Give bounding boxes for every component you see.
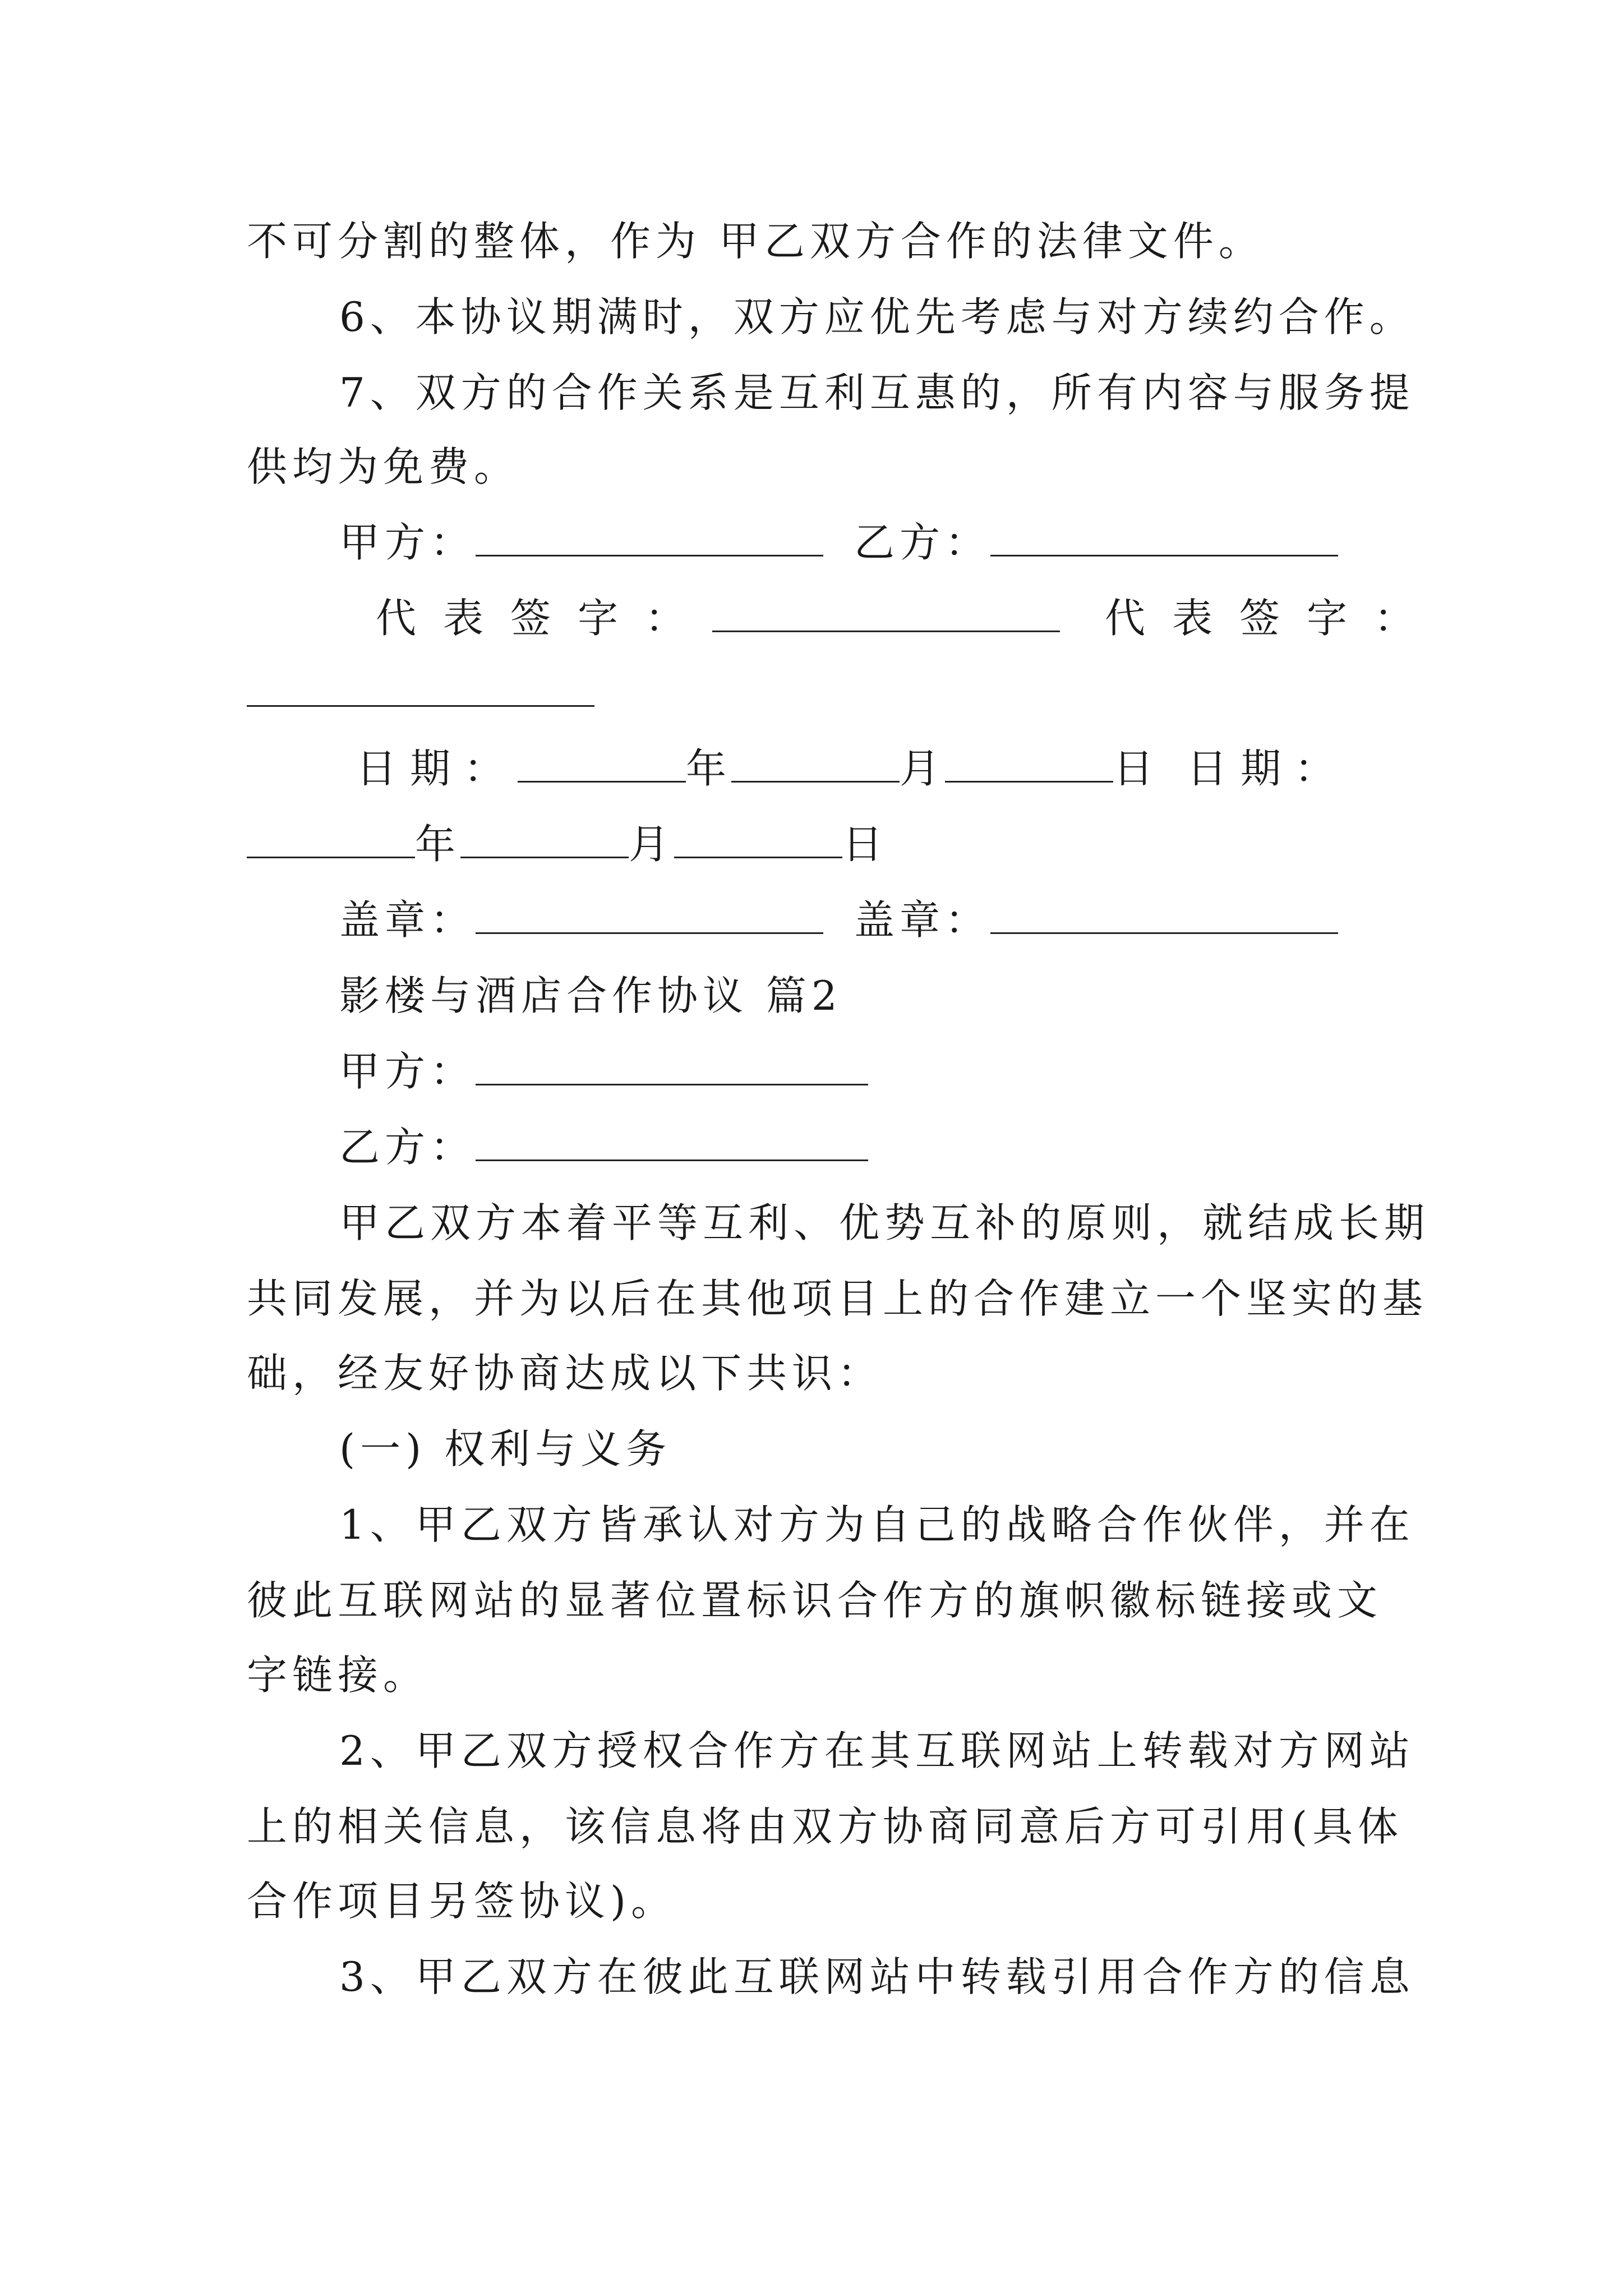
- party-b-row: [339, 1119, 868, 1175]
- party-b-blank-2: [476, 1120, 868, 1161]
- item-1-line-2: 彼此互联网站的显著位置标识合作方的旗帜徽标链接或文: [247, 1577, 1383, 1624]
- party-a-label-2: 甲方：: [339, 1048, 476, 1095]
- intro-line-3: 础，经友好协商达成以下共识：: [247, 1350, 883, 1397]
- party-a-blank: [476, 516, 823, 556]
- date-label-b: 日期：: [1187, 745, 1349, 792]
- year-blank-a: [518, 742, 686, 783]
- date-label-a: 日期：: [356, 745, 518, 792]
- item-2-line-3: 合作项目另签协议)。: [247, 1878, 677, 1925]
- month-b: 月: [629, 821, 675, 868]
- date-row-wrap: [247, 816, 888, 872]
- clause-7-line-1: 7、双方的合作关系是互利互惠的，所有内容与服务提: [339, 369, 1415, 416]
- day-a: 日: [1113, 745, 1159, 792]
- month-blank-b: [460, 817, 629, 858]
- clause-6: 6、本协议期满时，双方应优先考虑与对方续约合作。: [339, 293, 1415, 341]
- party-a-row: [339, 1043, 868, 1099]
- day-blank-a: [945, 742, 1113, 783]
- seal-label-b: 盖章：: [854, 896, 991, 944]
- rep-sign-row-wrap: [247, 665, 594, 721]
- seal-label-a: 盖章：: [339, 896, 476, 944]
- clause-7-line-2: 供均为免费。: [247, 443, 520, 490]
- rep-sign-blank-a: [712, 591, 1060, 632]
- text-line: 不可分割的整体，作为 甲乙双方合作的法律文件。: [247, 218, 1264, 265]
- section-heading: 影楼与酒店合作协议 篇2: [339, 972, 842, 1019]
- party-b-label: 乙方：: [854, 519, 991, 566]
- party-b-blank: [990, 516, 1338, 556]
- rep-sign-row: [376, 590, 1441, 646]
- date-row: [356, 740, 1348, 797]
- month-blank-a: [731, 742, 900, 783]
- party-signature-row: [339, 514, 1338, 570]
- year-b: 年: [415, 821, 461, 868]
- seal-row: [339, 892, 1338, 948]
- rep-sign-blank-b: [247, 666, 594, 707]
- year-a: 年: [686, 745, 732, 792]
- item-2-line-2: 上的相关信息，该信息将由双方协商同意后方可引用(具体: [247, 1803, 1404, 1850]
- rep-sign-label-a: 代表签字：: [376, 595, 713, 642]
- party-a-label: 甲方：: [339, 519, 476, 566]
- item-3-line-1: 3、甲乙双方在彼此互联网站中转载引用合作方的信息: [339, 1953, 1415, 2000]
- rep-sign-label-b: 代表签字：: [1105, 595, 1442, 642]
- party-a-blank-2: [476, 1045, 868, 1085]
- year-blank-b: [247, 817, 415, 858]
- party-b-label-2: 乙方：: [339, 1124, 476, 1171]
- intro-line-2: 共同发展，并为以后在其他项目上的合作建立一个坚实的基: [247, 1275, 1428, 1322]
- day-blank-b: [674, 817, 842, 858]
- seal-blank-a: [476, 893, 823, 934]
- item-1-line-1: 1、甲乙双方皆承认对方为自己的战略合作伙伴，并在: [339, 1501, 1415, 1548]
- item-2-line-1: 2、甲乙双方授权合作方在其互联网站上转载对方网站: [339, 1727, 1415, 1774]
- seal-blank-b: [990, 893, 1338, 934]
- day-b: 日: [842, 821, 888, 868]
- month-a: 月: [900, 745, 946, 792]
- item-1-line-3: 字链接。: [247, 1651, 429, 1699]
- section-rights-duties: (一) 权利与义务: [339, 1425, 672, 1473]
- intro-line-1: 甲乙双方本着平等互利、优势互补的原则，就结成长期: [339, 1199, 1430, 1246]
